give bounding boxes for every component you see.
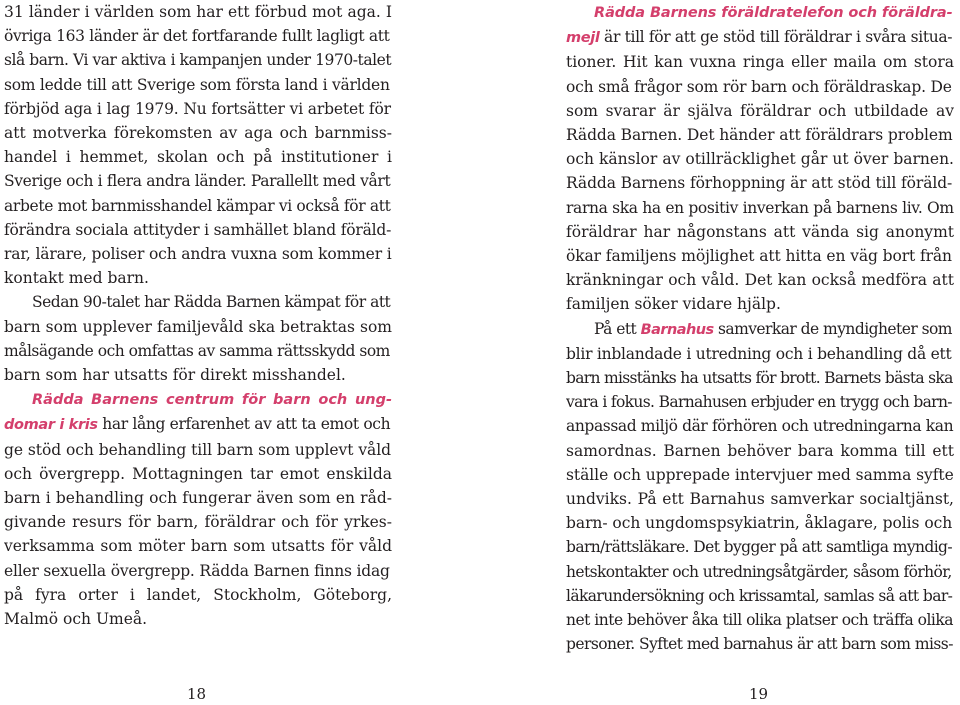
- text-line: [4, 290, 392, 314]
- body-text: Rädda Barnen. Det händer att föräldrars problem: [566, 126, 953, 145]
- body-text: anpassad miljö där förhören och utredningarna kan: [566, 417, 954, 436]
- text-line: [566, 487, 954, 511]
- body-text: föräldrar har någonstans att vända sig anonymt: [566, 222, 954, 241]
- body-text: hetskontakter och utredningsåtgärder, såsom förhör,: [566, 562, 952, 581]
- body-text: som svarar är själva föräldrar och utbildade av: [566, 101, 954, 120]
- body-text: förändra sociala attityder i samhället bland föräld-: [4, 220, 392, 239]
- text-line: [4, 73, 392, 97]
- body-text: och små frågor som rör barn och föräldraskap. De: [566, 77, 952, 96]
- body-text: handel i hemmet, skolan och på institutioner i: [4, 148, 392, 167]
- text-line: [4, 242, 392, 266]
- text-line: [566, 196, 954, 220]
- body-text: kontakt med barn.: [4, 269, 149, 288]
- text-line: [566, 414, 954, 438]
- text-line: [566, 560, 954, 584]
- body-text: barn misstänks ha utsatts för brott. Barnets bästa ska: [566, 369, 953, 388]
- text-line: [566, 511, 954, 535]
- body-text: givande resurs för barn, föräldrar och för yrkes-: [4, 513, 392, 532]
- body-text: undviks. På ett Barnahus samverkar socialtjänst,: [566, 490, 954, 509]
- text-line: [566, 220, 954, 244]
- highlighted-heading: Rädda Barnens centrum för barn och ung-: [32, 392, 392, 409]
- text-line: [4, 194, 392, 218]
- body-text: har lång erfarenhet av att ta emot och: [97, 415, 391, 434]
- body-text: Malmö och Umeå.: [4, 610, 148, 629]
- page-number-right: 19: [749, 685, 769, 703]
- text-line: [4, 486, 392, 510]
- body-text: tioner. Hit kan vuxna ringa eller maila om stora: [566, 53, 954, 72]
- text-line: [4, 97, 392, 121]
- body-text: övriga 163 länder är det fortfarande fullt lagligt att: [4, 27, 390, 46]
- body-text: läkarundersökning och krissamtal, samlas så att bar-: [566, 586, 953, 605]
- text-line: [566, 171, 954, 195]
- text-line: [4, 0, 392, 24]
- text-line: [566, 75, 954, 99]
- text-line: [566, 25, 954, 50]
- body-text: 31 länder i världen som har ett förbud mot aga. I: [4, 3, 392, 21]
- body-text: vara i fokus. Barnahusen erbjuder en trygg och barn-: [566, 393, 952, 412]
- text-line: [4, 438, 392, 462]
- body-text: rar, lärare, poliser och andra vuxna som kommer i: [4, 245, 392, 264]
- text-line: [4, 412, 392, 437]
- body-text: slå barn. Vi var aktiva i kampanjen under 1970-talet: [4, 51, 392, 70]
- body-text: målsägande och omfattas av samma rättsskydd som: [4, 341, 390, 360]
- right-page-text: [566, 0, 954, 656]
- text-line: [566, 99, 954, 123]
- text-line: [4, 363, 392, 387]
- body-text: barn i behandling och fungerar även som en råd-: [4, 489, 392, 508]
- text-line: [566, 317, 954, 342]
- text-line: [4, 387, 392, 412]
- body-text: ökar familjens möjlighet att hitta en väg bort från: [566, 247, 952, 266]
- body-text: ge stöd och behandling till barn som upplevt våld: [4, 440, 391, 459]
- text-line: [4, 462, 392, 486]
- body-text: barn som har utsatts för direkt misshandel.: [4, 366, 346, 385]
- body-text: och känslor av otillräcklighet går ut över barnen.: [566, 150, 954, 169]
- text-line: [4, 24, 392, 48]
- body-text: barn/rättsläkare. Det bygger på att samtliga myndig-: [566, 538, 953, 557]
- text-line: [566, 342, 954, 366]
- highlighted-heading: domar i kris: [4, 417, 98, 434]
- text-line: [4, 583, 392, 607]
- body-text: Sverige och i flera andra länder. Parallellt med vårt: [4, 172, 391, 191]
- text-line: [566, 0, 954, 25]
- text-line: [4, 169, 392, 193]
- body-text: familjen söker vidare hjälp.: [566, 295, 781, 314]
- body-text: net inte behöver åka till olika platser och träffa olika: [566, 611, 954, 630]
- text-line: [566, 463, 954, 487]
- text-line: [566, 584, 954, 608]
- text-line: [4, 559, 392, 583]
- text-line: [4, 121, 392, 145]
- text-line: [4, 315, 392, 339]
- body-text: ställe och upprepade intervjuer med samma syfte: [566, 465, 954, 484]
- text-line: [566, 366, 954, 390]
- highlighted-heading: Barnahus: [640, 321, 714, 338]
- body-text: är till för att ge stöd till föräldrar i svåra situa-: [599, 28, 953, 47]
- text-line: [566, 147, 954, 171]
- body-text: som ledde till att Sverige som första land i världen: [4, 75, 390, 94]
- text-line: [4, 48, 392, 72]
- text-line: [4, 607, 392, 631]
- highlighted-heading: Rädda Barnens föräldratelefon och föräldra-: [594, 5, 953, 21]
- text-line: [4, 266, 392, 290]
- body-text: eller sexuella övergrepp. Rädda Barnen finns idag: [4, 561, 390, 580]
- text-line: [566, 50, 954, 74]
- body-text: rarna ska ha en positiv inverkan på barnens liv. Om: [566, 198, 954, 217]
- body-text: samordnas. Barnen behöver bara komma till ett: [566, 441, 954, 460]
- text-line: [566, 123, 954, 147]
- text-line: [566, 390, 954, 414]
- body-text: barn som upplever familjevåld ska betraktas som: [4, 317, 392, 336]
- body-text: arbete mot barnmisshandel kämpar vi också för att: [4, 196, 391, 215]
- text-line: [4, 510, 392, 534]
- highlighted-heading: mejl: [566, 30, 600, 47]
- text-line: [566, 608, 954, 632]
- body-text: förbjöd aga i lag 1979. Nu fortsätter vi arbetet för: [4, 99, 391, 118]
- body-text: personer. Syftet med barnahus är att barn som miss-: [566, 635, 953, 654]
- page-number-left: 18: [187, 685, 207, 703]
- body-text: På ett: [594, 319, 641, 338]
- text-line: [4, 145, 392, 169]
- text-line: [566, 292, 954, 316]
- text-line: [566, 244, 954, 268]
- body-text: kränkningar och våld. Det kan också medföra att: [566, 271, 954, 290]
- text-line: [566, 632, 954, 656]
- body-text: att motverka förekomsten av aga och barnmiss-: [4, 124, 392, 143]
- text-line: [566, 268, 954, 292]
- text-line: [566, 439, 954, 463]
- text-line: [4, 339, 392, 363]
- body-text: samverkar de myndigheter som: [713, 319, 952, 338]
- text-line: [566, 535, 954, 559]
- text-line: [4, 534, 392, 558]
- body-text: blir inblandade i utredning och i behandling då ett: [566, 344, 952, 363]
- text-line: [4, 218, 392, 242]
- body-text: Sedan 90-talet har Rädda Barnen kämpat för att: [32, 293, 391, 312]
- left-page-text: [4, 0, 392, 631]
- body-text: på fyra orter i landet, Stockholm, Göteborg,: [4, 585, 392, 604]
- body-text: och övergrepp. Mottagningen tar emot enskilda: [4, 464, 392, 483]
- body-text: Rädda Barnens förhoppning är att stöd till föräld-: [566, 174, 953, 193]
- body-text: verksamma som möter barn som utsatts för våld: [4, 537, 392, 556]
- body-text: barn- och ungdomspsykiatrin, åklagare, polis och: [566, 514, 953, 533]
